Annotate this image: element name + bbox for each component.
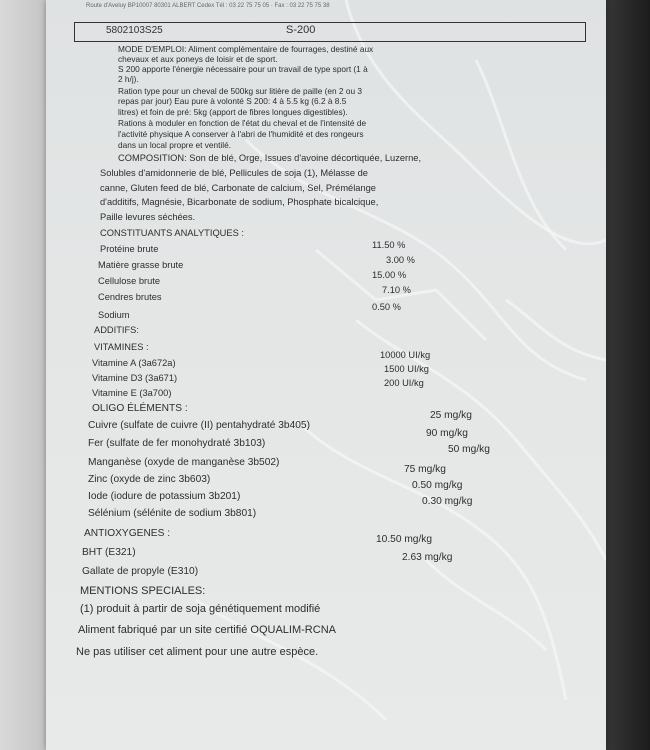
composition-line: COMPOSITION: Son de blé, Orge, Issues d'avoine décortiquée, Luzerne,: [118, 153, 422, 163]
mention-line: (1) produit à partir de soja génétiquement modifié: [80, 603, 321, 615]
antioxygene-label: BHT (E321): [82, 547, 136, 558]
oligo-label: Sélénium (sélénite de sodium 3b801): [88, 508, 257, 519]
vitamines-heading: VITAMINES :: [94, 342, 149, 352]
label-content: [46, 0, 606, 750]
label-sheet: [46, 0, 606, 750]
constituants-heading: CONSTITUANTS ANALYTIQUES :: [100, 228, 244, 238]
mode-emploi-line: litres) et foin de pré: 5kg (apport de fibres longues digestibles).: [118, 107, 348, 117]
oligo-value: 25 mg/kg: [430, 410, 472, 421]
oligo-heading: OLIGO ÉLÉMENTS :: [92, 403, 188, 414]
oligo-value: 0.50 mg/kg: [412, 480, 463, 491]
product-code: S-200: [286, 24, 316, 36]
background-right: [600, 0, 650, 750]
composition-line: canne, Gluten feed de blé, Carbonate de calcium, Sel, Prémélange: [100, 183, 376, 193]
mode-emploi-line: repas par jour) Eau pure à volonté S 200: 4 à 5.5 kg (6.2 à 8.5: [118, 96, 347, 106]
mode-emploi-line: Rations à moduler en fonction de l'état du cheval et de l'intensité de: [118, 118, 367, 128]
mode-emploi-line: chevaux et aux poneys de loisir et de sport.: [118, 54, 278, 64]
oligo-label: Fer (sulfate de fer monohydraté 3b103): [88, 438, 266, 449]
mode-emploi-line: 2 h/j).: [118, 74, 139, 84]
mode-emploi-line: MODE D'EMPLOI: Aliment complémentaire de fourrages, destiné aux: [118, 44, 374, 54]
constituant-value: 11.50 %: [372, 240, 406, 250]
oligo-value: 0.30 mg/kg: [422, 496, 473, 507]
oligo-label: Cuivre (sulfate de cuivre (II) pentahydraté 3b405): [88, 420, 310, 431]
vitamine-value: 1500 UI/kg: [384, 364, 429, 374]
oligo-value: 90 mg/kg: [426, 428, 468, 439]
mentions-heading: MENTIONS SPECIALES:: [80, 585, 206, 597]
oligo-label: Zinc (oxyde de zinc 3b603): [88, 474, 211, 485]
mention-line: Aliment fabriqué par un site certifié OQUALIM-RCNA: [78, 624, 336, 636]
mention-line: Ne pas utiliser cet aliment pour une autre espèce.: [76, 646, 319, 658]
constituant-label: Cendres brutes: [98, 292, 162, 302]
company-address: Route d'Aveluy BP10007 80301 ALBERT Cedex Tél : 03 22 75 75 05 · Fax : 03 22 75 75 38: [86, 3, 330, 9]
constituant-value: 0.50 %: [372, 302, 401, 312]
constituant-label: Protéine brute: [100, 244, 159, 254]
oligo-label: Manganèse (oxyde de manganèse 3b502): [88, 457, 280, 468]
antioxygene-value: 10.50 mg/kg: [376, 534, 433, 545]
composition-line: d'additifs, Magnésie, Bicarbonate de sodium, Phosphate bicalcique,: [100, 197, 379, 207]
antioxygene-label: Gallate de propyle (E310): [82, 566, 199, 577]
antioxygenes-heading: ANTIOXYGENES :: [84, 528, 171, 539]
antioxygene-value: 2.63 mg/kg: [402, 552, 453, 563]
reference-code: 5802103S25: [106, 25, 163, 36]
vitamine-value: 200 UI/kg: [384, 378, 424, 388]
oligo-value: 75 mg/kg: [404, 464, 446, 475]
constituant-label: Matière grasse brute: [98, 260, 184, 270]
constituant-value: 15.00 %: [372, 270, 407, 280]
mode-emploi-line: Ration type pour un cheval de 500kg sur litière de paille (en 2 ou 3: [118, 86, 362, 96]
additifs-heading: ADDITIFS:: [94, 325, 139, 335]
vitamine-value: 10000 UI/kg: [380, 350, 431, 360]
vitamine-label: Vitamine D3 (3a671): [92, 373, 178, 383]
vitamine-label: Vitamine E (3a700): [92, 388, 172, 398]
constituant-value: 3.00 %: [386, 255, 415, 265]
mode-emploi-line: S 200 apporte l'énergie nécessaire pour un travail de type sport (1 à: [118, 64, 368, 74]
composition-line: Paille levures séchées.: [100, 212, 196, 222]
composition-line: Solubles d'amidonnerie de blé, Pellicules de soja (1), Mélasse de: [100, 168, 368, 178]
mode-emploi-line: dans un local propre et ventilé.: [118, 140, 232, 150]
vitamine-label: Vitamine A (3a672a): [92, 358, 176, 368]
mode-emploi-line: l'activité physique A conserver à l'abri de l'humidité et des rongeurs: [118, 129, 364, 139]
constituant-value: 7.10 %: [382, 285, 411, 295]
constituant-label: Sodium: [98, 310, 130, 320]
oligo-label: Iode (iodure de potassium 3b201): [88, 491, 241, 502]
oligo-value: 50 mg/kg: [448, 444, 490, 455]
constituant-label: Cellulose brute: [98, 276, 161, 286]
background-left: [0, 0, 48, 750]
